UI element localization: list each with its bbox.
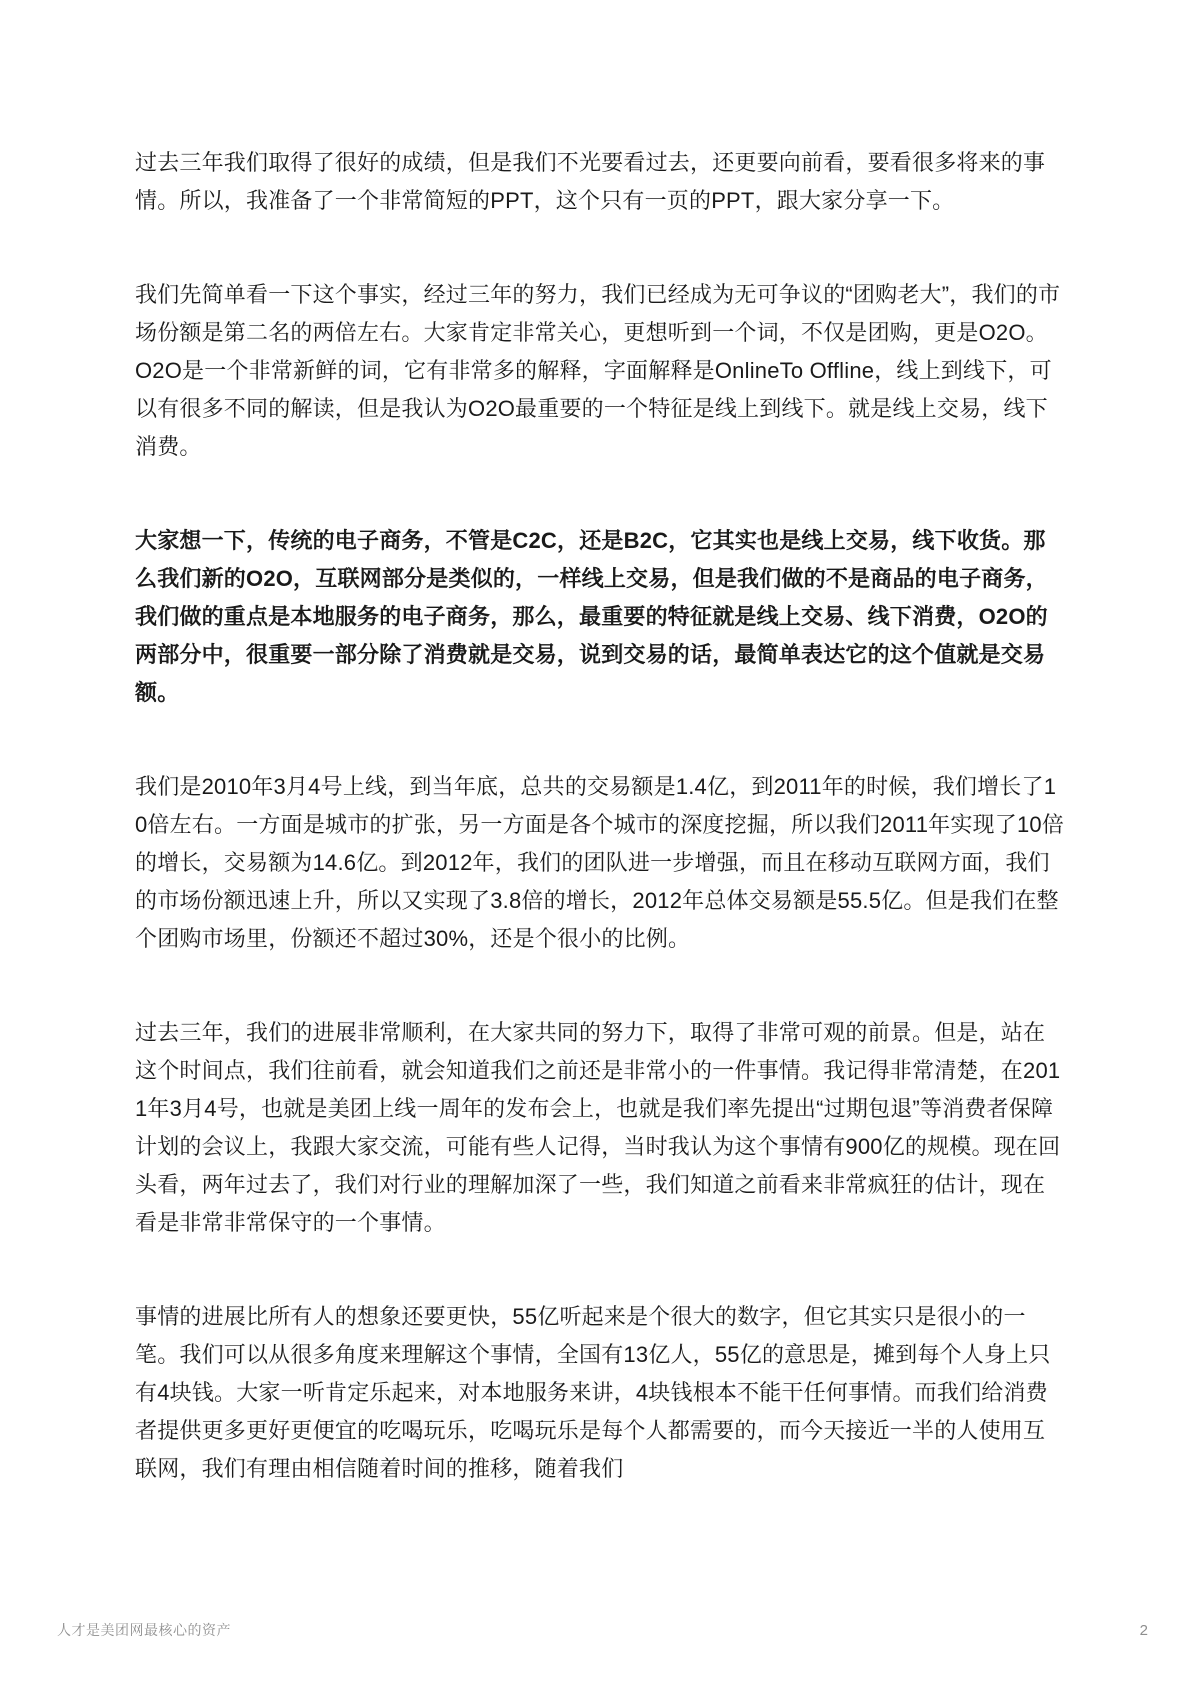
footer-note: 人才是美团网最核心的资产 bbox=[57, 1622, 231, 1638]
paragraph: 我们先简单看一下这个事实，经过三年的努力，我们已经成为无可争议的“团购老大”，我们的市场份额是第二名的两倍左右。大家肯定非常关心，更想听到一个词，不仅是团购，更是O2O。O2O是一个非常新鲜的词，它有非常多的解释，字面解释是OnlineTo Offline，线上到线下，可以有很多不同的解读，但是我认为O2O最重要的一个特征是线上到线下。就是线上交易，线下消费。 bbox=[135, 282, 1061, 459]
paragraph: 事情的进展比所有人的想象还要更快，55亿听起来是个很大的数字，但它其实只是很小的一笔。我们可以从很多角度来理解这个事情，全国有13亿人，55亿的意思是，摊到每个人身上只有4块钱。大家一听肯定乐起来，对本地服务来讲，4块钱根本不能干任何事情。而我们给消费者提供更多更好更便宜的吃喝玩乐，吃喝玩乐是每个人都需要的，而今天接近一半的人使用互联网，我们有理由相信随着时间的推移，随着我们 bbox=[135, 1304, 1051, 1481]
paragraph: 过去三年我们取得了很好的成绩，但是我们不光要看过去，还更要向前看，要看很多将来的事情。所以，我准备了一个非常简短的PPT，这个只有一页的PPT，跟大家分享一下。 bbox=[135, 150, 1046, 213]
page-footer bbox=[57, 1620, 1148, 1640]
paragraph: 过去三年，我们的进展非常顺利，在大家共同的努力下，取得了非常可观的前景。但是，站在这个时间点，我们往前看，就会知道我们之前还是非常小的一件事情。我记得非常清楚，在2011年3月4号，也就是美团上线一周年的发布会上，也就是我们率先提出“过期包退”等消费者保障计划的会议上，我跟大家交流，可能有些人记得，当时我认为这个事情有900亿的规模。现在回头看，两年过去了，我们对行业的理解加深了一些，我们知道之前看来非常疯狂的估计，现在看是非常非常保守的一个事情。 bbox=[135, 1020, 1061, 1235]
paragraph: 大家想一下，传统的电子商务，不管是C2C，还是B2C，它其实也是线上交易，线下收货。那么我们新的O2O，互联网部分是类似的，一样线上交易，但是我们做的不是商品的电子商务，我们做的重点是本地服务的电子商务，那么，最重要的特征就是线上交易、线下消费，O2O的两部分中，很重要一部分除了消费就是交易，说到交易的话，最简单表达它的这个值就是交易额。 bbox=[135, 528, 1048, 705]
paragraph: 我们是2010年3月4号上线，到当年底，总共的交易额是1.4亿，到2011年的时候，我们增长了10倍左右。一方面是城市的扩张，另一方面是各个城市的深度挖掘，所以我们2011年实现了10倍的增长，交易额为14.6亿。到2012年，我们的团队进一步增强，而且在移动互联网方面，我们的市场份额迅速上升，所以又实现了3.8倍的增长，2012年总体交易额是55.5亿。但是我们在整个团购市场里，份额还不超过30%，还是个很小的比例。 bbox=[135, 774, 1065, 951]
page-number: 2 bbox=[1139, 1621, 1148, 1639]
